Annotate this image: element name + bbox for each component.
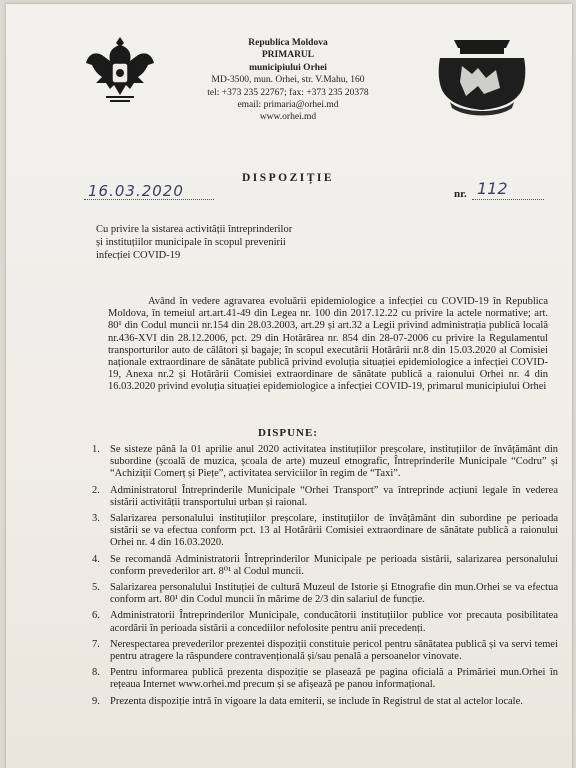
item-number: 7. — [92, 638, 100, 650]
item-text: Nerespectarea prevederilor prezentei dispoziții constituie pericol pentru sănătatea publică și va servi temei pentru atragere la răspundere contravențională și/sau penală a persoanelor vinovate. — [110, 638, 558, 663]
header-country: Republica Moldova — [248, 38, 328, 48]
header-web: www.orhei.md — [259, 112, 317, 123]
header-email: email: primaria@orhei.md — [237, 100, 339, 111]
document-subject: Cu privire la sistarea activității întreprinderilor și instituțiilor municipale în scopul prevenirii infecției COVID-19 — [96, 224, 293, 261]
number-underline — [472, 199, 544, 200]
list-item — [92, 485, 558, 509]
item-number: 8. — [92, 667, 100, 679]
handwritten-number: 112 — [477, 179, 508, 198]
header-office: PRIMARUL — [261, 50, 315, 61]
list-item — [92, 554, 558, 578]
list-item — [92, 639, 558, 663]
header-address: MD-3500, mun. Orhei, str. V.Mahu, 160 — [211, 75, 365, 86]
item-text: Administratorul Întreprinderile Municipale “Orhei Transport” va întreprinde acțiuni legale în vederea sistării activității transportului urban și raional. — [110, 484, 558, 508]
list-item — [92, 667, 558, 691]
item-number: 5. — [92, 582, 100, 594]
item-number: 9. — [92, 695, 100, 707]
item-text: Pentru informarea publică prezenta dispoziție se plasează pe pagina oficială a Primăriei mun.Orhei în rețeaua Internet www.orhei.md precum și se afișează pe panou informațional. — [110, 667, 558, 691]
header-municipality: municipiului Orhei — [249, 62, 327, 73]
institution-header — [170, 37, 406, 124]
preamble-paragraph: Având în vedere agravarea evoluării epidemiologice a infecției cu COVID-19 în Republica Moldova, în temeiul art.art.41-49 din Legea nr. 100 din 2017.12.22 cu privire la actele normative; art. 80¹ din Codul muncii nr.154 din 28.03.2003, art.29 și art.32 a Legii privind administrația publică locală nr.436-XVI din 28.12.2006, pct. 29 din Hotărârea nr. 854 din 28-07-2006 cu privire la Regulamentul transporturilor auto de călători și bagaje; în scopul executării Hotărârii nr.8 din 15.03.2020 al Comisiei naționale extraordinare de sănătate publică privind evoluția situației epidemiologice a infecției COVID-19, Anexa nr.2 și Hotărârii Comisiei extraordinare de sănătate publică a raionului Orhei nr. 4 din 16.03.2020 privind evoluția situației epidemiologice a infecției COVID-19, primarul municipiului Orhei — [108, 296, 548, 393]
date-underline — [84, 199, 214, 200]
list-item — [92, 582, 558, 606]
orhei-coat-of-arms-emblem — [432, 36, 532, 120]
item-text: Administratorii Întreprinderilor Municipale, conducătorii instituțiilor publice vor precauta posibilitatea acordării în perioada sistării a concediilor nefolosite pentru anii precedenți. — [110, 610, 558, 634]
item-number: 4. — [92, 553, 100, 565]
item-text: Salarizarea personalului instituțiilor preșcolare, instituțiilor de învățământ din subordine pe perioada sistării se va efectua conform pct. 13 al Hotărârii Comisiei extraordinare de sănătate publică a raionului Orhei nr. 4 din 16.03.2020. — [110, 513, 558, 549]
header-phone: tel: +373 235 22767; fax: +373 235 20378 — [207, 87, 369, 98]
item-text: Salarizarea personalului Instituției de cultură Muzeul de Istorie și Etnografie din mun.Orhei se va efectua conform art. 80¹ din Codul muncii în mărime de 2/3 din salariul de funcție. — [110, 582, 558, 606]
item-number: 6. — [92, 610, 100, 622]
document-title: DISPOZIȚIE — [241, 172, 335, 184]
number-label: nr. — [454, 188, 467, 200]
item-number: 2. — [92, 484, 100, 496]
list-item — [92, 610, 558, 634]
item-text: Se recomandă Administratorii Întreprinderilor Municipale pe perioada sistării, salarizarea personalului conform prevederilor art. 8⁰¹ al Codul muncii. — [110, 553, 558, 577]
dispositions-list — [92, 444, 558, 712]
item-number: 3. — [92, 513, 100, 525]
item-text: Prezenta dispoziție intră în vigoare la data emiterii, se include în Registrul de stat al actelor locale. — [110, 695, 523, 707]
handwritten-date: 16.03.2020 — [88, 182, 184, 200]
list-item — [92, 513, 558, 550]
item-number: 1. — [92, 444, 100, 455]
list-item — [92, 696, 558, 708]
dispune-heading: DISPUNE: — [258, 427, 318, 439]
moldova-coat-of-arms-emblem — [82, 33, 158, 109]
item-text: Se sisteze până la 01 aprilie anul 2020 activitatea instituțiilor preșcolare, instituțiilor de învățământ din subordine (școală de muzica, școala de arte) muzeul etnografic, Întreprinderile Municipale “Codru” și “Achiziții Comerț și Piețe”, activitatea serviciilor în regim de “Taxi”. — [110, 444, 558, 480]
list-item — [92, 444, 558, 481]
